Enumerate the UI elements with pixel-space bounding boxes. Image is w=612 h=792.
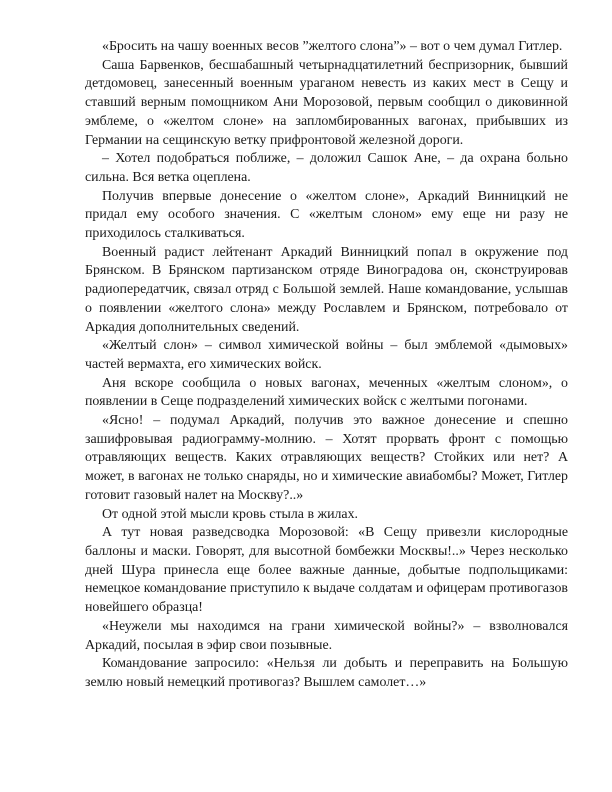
paragraph: Получив впервые донесение о «желтом слоне», Аркадий Винницкий не придал ему особого значения. С «желтым слоном» ему еще ни разу не приходилось сталкиваться.	[85, 188, 568, 242]
paragraph: Командование запросило: «Нельзя ли добыть и переправить на Большую землю новый немецкий противогаз? Вышлем самолет…»	[85, 656, 568, 690]
paragraph: «Ясно! – подумал Аркадий, получив это важное донесение и спешно зашифровывая радиограмму-молнию. – Хотят прорвать фронт с помощью отравляющих веществ. Каких отравляющих веществ? Стойких или нет? А может, в вагонах не только снаряды, но и химические авиабомбы? Может, Гитлер готовит газовый налет на Москву?..»	[85, 413, 568, 503]
paragraph: От одной этой мысли кровь стыла в жилах.	[102, 506, 359, 522]
paragraph: «Бросить на чашу военных весов ”желтого слона”» – вот о чем думал Гитлер.	[102, 39, 563, 54]
paragraph: Саша Барвенков, бесшабашный четырнадцатилетний беспризорник, бывший детдомовец, занесенный военным ураганом невесть из каких мест в Сещу и ставший верным помощником Ани Морозовой, первым сообщил о диковинной эмблеме, о «желтом слоне» на запломбированных вагонах, прибывших из Германии на сещинскую ветку прифронтовой железной дороги.	[85, 57, 568, 148]
paragraph: Аня вскоре сообщила о новых вагонах, меченных «желтым слоном», о появлении в Сеще подразделений химических войск с желтыми погонами.	[85, 375, 568, 410]
document-page	[85, 38, 568, 693]
paragraph: Военный радист лейтенант Аркадий Винницкий попал в окружение под Брянском. В Брянском партизанском отряде Виноградова он, сконструировав радиопередатчик, связал отряд с Большой землей. Наше командование, услышав о появлении «желтого слона» между Рославлем и Брянском, потребовало от Аркадия дополнительных сведений.	[85, 244, 568, 335]
paragraph: «Желтый слон» – символ химической войны – был эмблемой «дымовых» частей вермахта, его химических войск.	[85, 338, 568, 372]
paragraph: «Неужели мы находимся на грани химической войны?» – взволновался Аркадий, посылая в эфир свои позывные.	[85, 618, 568, 653]
paragraph: – Хотел подобраться поближе, – доложил Сашок Ане, – да охрана больно сильна. Вся ветка оцеплена.	[85, 151, 568, 185]
paragraph: А тут новая разведсводка Морозовой: «В Сещу привезли кислородные баллоны и маски. Говорят, для высотной бомбежки Москвы!..» Через несколько дней Шура принесла еще более важные данные, добытые подпольщиками: немецкое командование приступило к выдаче солдатам и офицерам противогазов новейшего образца!	[85, 525, 568, 616]
